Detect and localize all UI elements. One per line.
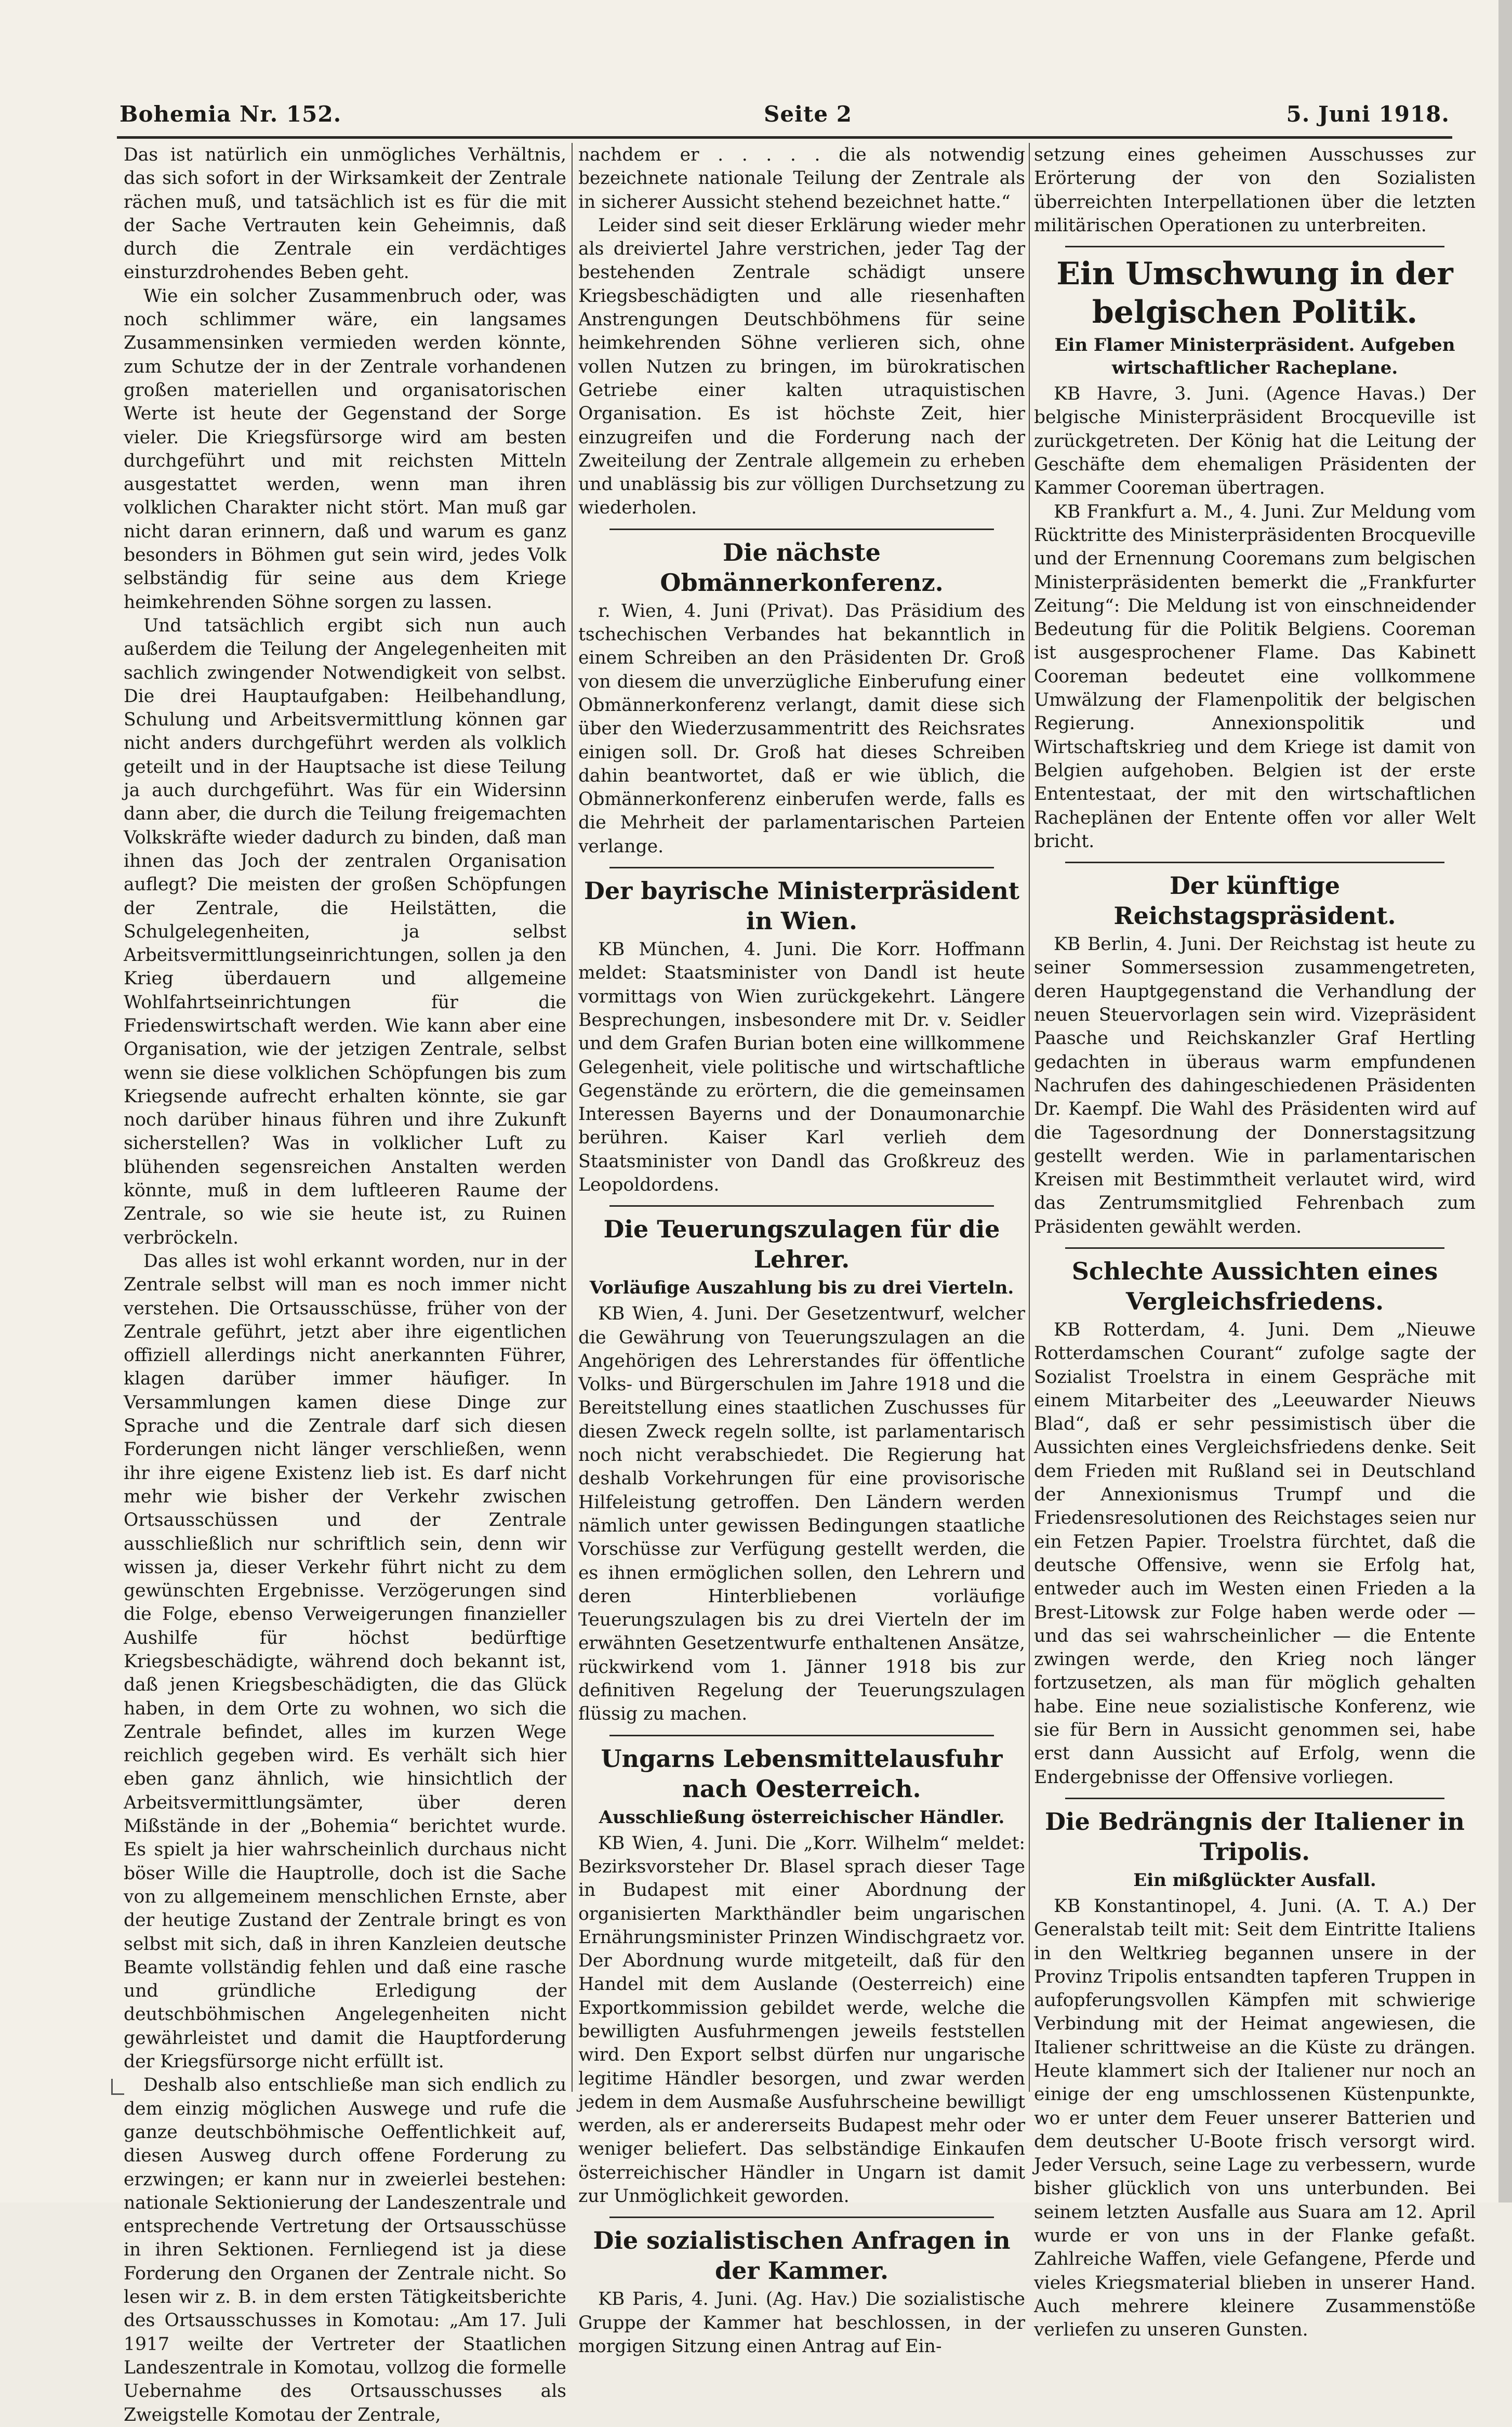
article-body: KB Wien, 4. Juni. Der Gesetzentwurf, welcher die Gewährung von Teuerungszulagen an die Angehörigen des Lehrerstandes für öffentliche Volks- und Bürgerschulen im Jahre 1918 und die Bereitstellung eines staatlichen Zuschusses für diesen Zweck regeln sollte, ist parlamentarisch noch nicht verabschiedet. Die Regierung hat deshalb Vorkehrungen für eine provisorische Hilfeleistung getroffen. Den Ländern werden nämlich unter gewissen Bedingungen staatliche Vorschüsse zur Verfügung gestellt werden, die es ihnen ermöglichen sollen, den Lehrern und deren Hinterbliebenen vorläufige Teuerungszulagen bis zu drei Vierteln der im erwähnten Gesetzentwurfe enthaltenen Ansätze, rückwirkend vom 1. Jänner 1918 bis zur definitiven Regelung der Teuerungszulagen flüssig zu machen.	[578, 1303, 1025, 1725]
article-body: KB Havre, 3. Juni. (Agence Havas.) Der belgische Ministerpräsident Brocqueville ist zurückgetreten. Der König hat die Leitung der Geschäfte dem ehemaligen Präsidenten der Kammer Cooreman übertragen.	[1034, 384, 1476, 499]
article-body: KB Rotterdam, 4. Juni. Dem „Nieuwe Rotterdamschen Courant“ zufolge sagte der Sozialist Troelstra in einem Gespräche mit einem Mitarbeiter des „Leeuwarder Nieuws Blad“, daß er sehr pessimistisch über die Aussichten eines Vergleichsfriedens denke. Seit dem Frieden mit Rußland sei in Deutschland der Annexionismus Trumpf und die Friedensresolutionen des Reichstages seien nur ein Fetzen Papier. Troelstra fürchtet, daß die deutsche Offensive, wenn sie Erfolg hat, entweder auch im Westen einen Frieden a la Brest-Litowsk zur Folge haben werde oder — und das sei wahrscheinlicher — die Entente zwingen werde, den Krieg noch länger fortzusetzen, als man für möglich gehalten habe. Eine neue sozialistische Konferenz, wie sie für Bern in Aussicht genommen sei, habe erst dann Aussicht auf Erfolg, wenn die Endergebnisse der Offensive vorliegen.	[1034, 1319, 1476, 1788]
header-rule	[117, 136, 1452, 139]
paragraph: Und tatsächlich ergibt sich nun auch außerdem die Teilung der Angelegenheiten mit sachlich zwingender Notwendigkeit von selbst. Die drei Hauptaufgaben: Heilbehandlung, Schulung und Arbeitsvermittlung können gar nicht anders durchgeführt werden als volklich geteilt und in der Hauptsache ist diese Teilung ja auch durchgeführt. Was für ein Widersinn dann aber, die durch die Teilung freigemachten Volkskräfte wieder dadurch zu binden, daß man ihnen das Joch der zentralen Organisation auflegt? Die meisten der großen Schöpfungen der Zentrale, die Heilstätten, die Schulgelegenheiten, ja selbst Arbeitsvermittlungseinrichtungen, sollen ja den Krieg überdauern und allgemeine Wohlfahrtseinrichtungen für die Friedenswirtschaft werden. Wie kann aber eine Organisation, wie der jetzigen Zentrale, selbst wenn sie diese volklichen Schöpfungen bis zum Kriegsende aufrecht erhalten könnte, sie gar noch darüber hinaus führen und ihre Zukunft sicherstellen? Was in volklicher Luft zu blühenden segensreichen Anstalten werden könnte, muß in dem luftleeren Raume der Zentrale, so wie sie heute ist, zu Ruinen verbröckeln.	[124, 615, 566, 1248]
scan-corner-mark	[111, 2079, 124, 2095]
page-header	[120, 101, 1450, 133]
headline: Die Bedrängnis der Italiener in Tripolis.	[1045, 1807, 1465, 1866]
column-1	[124, 143, 566, 2425]
paper-issue: Bohemia Nr. 152.	[120, 101, 342, 127]
article-body: r. Wien, 4. Juni (Privat). Das Präsidium des tschechischen Verbandes hat bekanntlich in einem Schreiben an den Präsidenten Dr. Groß von diesem die unverzügliche Einberufung einer Obmännerkonferenz verlangt, damit diese sich über den Wiederzusammentritt des Reichsrates einigen soll. Dr. Groß hat dieses Schreiben dahin beantwortet, daß er wie üblich, die Obmännerkonferenz einberufen werde, falls es die Mehrheit der parlamentarischen Parteien verlange.	[578, 600, 1025, 857]
column-divider-1	[572, 143, 573, 2092]
subheadline: Ausschließung österreichischer Händler.	[599, 1806, 1005, 1828]
column-divider-2	[1029, 143, 1030, 2092]
paragraph: Das ist natürlich ein unmögliches Verhältnis, das sich sofort in der Wirksamkeit der Zentrale rächen muß, und tatsächlich ist es für die mit der Sache Vertrauten kein Geheimnis, daß durch die Zentrale ein verdächtiges einsturzdrohendes Beben geht.	[124, 144, 566, 283]
article-rule	[1065, 1798, 1444, 1799]
headline: Die Teuerungszulagen für die Lehrer.	[603, 1215, 1000, 1274]
article-body: KB Wien, 4. Juni. Die „Korr. Wilhelm“ meldet: Bezirksvorsteher Dr. Blasel sprach dieser Tage in Budapest mit einer Abordnung der organisierten Markthändler beim ungarischen Ernährungsminister Prinzen Windischgraetz vor. Der Abordnung wurde mitgeteilt, daß für den Handel mit dem Auslande (Oesterreich) eine Exportkommission gebildet werde, welche die bewilligten Ausfuhrmengen jeweils feststellen wird. Den Export selbst dürfen nur ungarische legitime Händler besorgen, und zwar werden jedem in dem Ausmaße Ausfuhrscheine bewilligt werden, als er andererseits Budapest mehr oder weniger beliefert. Das selbständige Einkaufen österreichischer Händler in Ungarn ist damit zur Unmöglichkeit geworden.	[578, 1832, 1025, 2207]
paragraph: Leider sind seit dieser Erklärung wieder mehr als dreiviertel Jahre verstrichen, jeder Tag der bestehenden Zentrale schädigt unsere Kriegsbeschädigten und alle riesenhaften Anstrengungen Deutschböhmens für seine heimkehrenden Söhne verlieren sich, ohne vollen Nutzen zu bringen, im bürokratischen Getriebe einer kalten utraquistischen Organisation. Es ist höchste Zeit, hier einzugreifen und die Forderung nach der Zweiteilung der Zentrale allgemein zu erheben und unablässig bis zur völligen Durchsetzung zu wiederholen.	[578, 215, 1025, 519]
article-body: KB Berlin, 4. Juni. Der Reichstag ist heute zu seiner Sommersession zusammengetreten, deren Hauptgegenstand die Verhandlung der neuen Steuervorlagen sein wird. Vizepräsident Paasche und Reichskanzler Graf Hertling gedachten in überaus warm empfundenen Nachrufen des dahingeschiedenen Präsidenten Dr. Kaempf. Die Wahl des Präsidenten wird auf die Tagesordnung der Donnerstagsitzung gestellt werden. Wie in parlamentarischen Kreisen mit Bestimmtheit verlautet wird, wird das Zentrumsmitglied Fehrenbach zum Präsidenten gewählt werden.	[1034, 934, 1476, 1237]
article-rule	[609, 2217, 994, 2218]
paragraph: nachdem er . . . . . die als notwendig bezeichnete nationale Teilung der Zentrale als in sicherer Aussicht stehend bezeichnet hatte.“	[578, 144, 1025, 213]
article-rule	[609, 867, 994, 868]
headline: Die sozialistischen Anfragen in der Kammer.	[593, 2226, 1011, 2285]
column-2	[578, 143, 1025, 2357]
paragraph: Wie ein solcher Zusammenbruch oder, was noch schlimmer wäre, ein langsames Zusammensinken vermieden werden könnte, zum Schutze der in der Zentrale vorhandenen großen materiellen und organisatorischen Werte ist heute der Gegenstand der Sorge vieler. Die Kriegsfürsorge wird am besten durchgeführt und mit reichsten Mitteln ausgestattet werden, wenn man ihren volklichen Charakter nicht stört. Man muß gar nicht daran erinnern, daß und warum es ganz besonders in Böhmen gut sein wird, jedes Volk selbständig für seine aus dem Kriege heimkehrenden Söhne sorgen zu lassen.	[124, 285, 566, 613]
article-body: KB München, 4. Juni. Die Korr. Hoffmann meldet: Staatsminister von Dandl ist heute vormittags von Wien zurückgekehrt. Längere Besprechungen, insbesondere mit Dr. v. Seidler und dem Grafen Burian boten eine willkommene Gelegenheit, viele politische und wirtschaftliche Gegenstände zu erörtern, die die gemeinsamen Interessen Bayerns und der Donaumonarchie berühren. Kaiser Karl verlieh dem Staatsminister von Dandl das Großkreuz des Leopoldordens.	[578, 939, 1025, 1195]
scan-border	[1498, 0, 1512, 2202]
article-rule	[1065, 862, 1444, 863]
article-rule	[609, 1735, 994, 1736]
issue-date: 5. Juni 1918.	[1286, 101, 1450, 127]
page-number: Seite 2	[764, 101, 852, 127]
article-body: KB Konstantinopel, 4. Juni. (A. T. A.) Der Generalstab teilt mit: Seit dem Eintritte Italiens in den Weltkrieg begannen unsere in der Provinz Tripolis entsandten tapferen Truppen in aufopferungsvollen Kämpfen mit schwierige Verbindung mit der Heimat angewiesen, die Italiener schrittweise an die Küste zu drängen. Heute klammert sich der Italiener nur noch an einige der eng umschlossenen Küstenpunkte, wo er unter dem Feuer unserer Batterien und dem deutscher U-Boote frisch versorgt wird. Jeder Versuch, seine Lage zu verbessern, wurde bisher glücklich von uns unterbunden. Bei seinem letzten Ausfalle aus Suara am 12. April wurde er von uns in der Flanke gefaßt. Zahlreiche Waffen, viele Gefangene, Pferde und vieles Kriegsmaterial blieben in unserer Hand. Auch mehrere kleinere Zusammenstöße verliefen zu unseren Gunsten.	[1034, 1895, 1476, 2341]
paragraph: Das alles ist wohl erkannt worden, nur in der Zentrale selbst will man es noch immer nicht verstehen. Die Ortsausschüsse, früher von der Zentrale geführt, jetzt aber ihre eigentlichen offiziell allerdings nicht anerkannten Führer, klagen darüber immer häufiger. In Versammlungen kamen diese Dinge zur Sprache und die Zentrale darf sich diesen Forderungen nicht länger verschließen, wenn ihr ihre eigene Existenz lieb ist. Es darf nicht mehr wie bisher der Verkehr zwischen Ortsausschüssen und der Zentrale ausschließlich nur schriftlich sein, denn wir wissen ja, dieser Verkehr führt nicht zu dem gewünschten Ergebnisse. Verzögerungen sind die Folge, ebenso Verweigerungen finanzieller Aushilfe für höchst bedürftige Kriegsbeschädigte, während doch bekannt ist, daß jenen Kriegsbeschädigten, die das Glück haben, in dem Orte zu wohnen, wo sich die Zentrale befindet, alles im kurzen Wege reichlich gegeben wird. Es verhält sich hier eben ganz ähnlich, wie hinsichtlich der Arbeitsvermittlungsämter, über deren Mißstände in der „Bohemia“ berichtet wurde. Es spielt ja hier wahrscheinlich durchaus nicht böser Wille die Hauptrolle, doch ist die Sache von zu allgemeinem menschlichen Ernste, aber der heutige Zustand der Zentrale bringt es von selbst mit sich, daß in ihren Kanzleien deutsche Beamte vollständig fehlen und daß eine rasche und gründliche Erledigung der deutschböhmischen Angelegenheiten nicht gewährleistet und damit die Hauptforderung der Kriegsfürsorge nicht erfüllt ist.	[124, 1250, 566, 2073]
headline: Ein Umschwung in der belgischen Politik.	[1056, 256, 1453, 331]
article-body: KB Paris, 4. Juni. (Ag. Hav.) Die sozialistische Gruppe der Kammer hat beschlossen, in der morgigen Sitzung einen Antrag auf Ein-	[578, 2289, 1025, 2357]
article-rule	[609, 529, 994, 530]
subheadline: Ein mißglückter Ausfall.	[1133, 1869, 1376, 1891]
headline: Schlechte Aussichten eines Vergleichsfriedens.	[1071, 1257, 1438, 1315]
subheadline: Vorläufige Auszahlung bis zu drei Vierteln.	[589, 1277, 1014, 1299]
headline: Der künftige Reichstagspräsident.	[1113, 872, 1396, 930]
article-rule	[1065, 1247, 1444, 1249]
article-rule	[1065, 246, 1444, 247]
article-rule	[609, 1205, 994, 1207]
headline: Die nächste Obmännerkonferenz.	[660, 538, 944, 597]
column-3	[1034, 143, 1476, 2341]
paragraph: Deshalb also entschließe man sich endlich zu dem einzig möglichen Auswege und rufe die ganze deutschböhmische Oeffentlichkeit auf, diesen Ausweg durch offene Forderung zu erzwingen; er kann nur in zweierlei bestehen: nationale Sektionierung der Landeszentrale und entsprechende Vertretung der Ortsausschüsse in ihren Sektionen. Fernliegend ist ja diese Forderung den Organen der Zentrale nicht. So lesen wir z. B. in dem ersten Tätigkeitsberichte des Ortsausschusses in Komotau: „Am 17. Juli 1917 weilte der Vertreter der Staatlichen Landeszentrale in Komotau, vollzog die formelle Uebernahme des Ortsausschusses als Zweigstelle Komotau der Zentrale,	[124, 2075, 566, 2425]
article-body: KB Frankfurt a. M., 4. Juni. Zur Meldung vom Rücktritte des Ministerpräsidenten Brocqueville und der Ernennung Cooremans zum belgischen Ministerpräsidenten bemerkt die „Frankfurter Zeitung“: Die Meldung ist von einschneidender Bedeutung für die Politik Belgiens. Cooreman ist ausgesprochener Flame. Das Kabinett Cooreman bedeutet eine vollkommene Umwälzung der Flamenpolitik der belgischen Regierung. Annexionspolitik und Wirtschaftskrieg und dem Kriege ist damit von Belgien aufgehoben. Belgien ist der erste Ententestaat, der mit den wirtschaftlichen Racheplänen der Entente offen vor aller Welt bricht.	[1034, 501, 1476, 852]
paragraph: setzung eines geheimen Ausschusses zur Erörterung der von den Sozialisten überreichten Interpellationen über die letzten militärischen Operationen zu unterbreiten.	[1034, 144, 1476, 236]
headline: Ungarns Lebensmittelausfuhr nach Oesterreich.	[601, 1744, 1003, 1803]
subheadline: Ein Flamer Ministerpräsident. Aufgeben wirtschaftlicher Racheplane.	[1054, 335, 1455, 379]
headline: Der bayrische Ministerpräsident in Wien.	[583, 877, 1020, 935]
